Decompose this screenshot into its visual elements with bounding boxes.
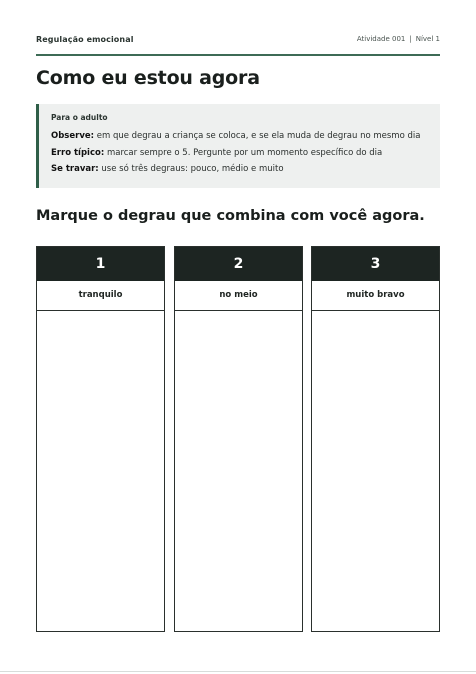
step-number-2: 2: [175, 247, 302, 281]
step-label-3: muito bravo: [312, 281, 439, 311]
note-typical-error-text: marcar sempre o 5. Pergunte por um momento específico do dia: [104, 148, 383, 158]
level-label: Nível 1: [415, 35, 440, 43]
adult-note-heading: Para o adulto: [51, 113, 108, 122]
topic-label: Regulação emocional: [36, 35, 134, 44]
step-mark-area-1[interactable]: [37, 311, 164, 631]
note-observe-label: Observe:: [51, 131, 95, 141]
step-label-2: no meio: [175, 281, 302, 311]
meta-separator: |: [409, 35, 412, 43]
activity-meta: [357, 35, 440, 43]
note-if-stuck-label: Se travar:: [51, 164, 99, 174]
step-mark-area-2[interactable]: [175, 311, 302, 631]
note-observe: [51, 131, 420, 141]
step-column-1: [36, 246, 165, 632]
instruction-heading: Marque o degrau que combina com você agora.: [36, 208, 425, 224]
note-if-stuck: [51, 164, 284, 174]
note-if-stuck-text: use só três degraus: pouco, médio e muito: [98, 164, 284, 174]
step-number-1: 1: [37, 247, 164, 281]
note-observe-text: em que degrau a criança se coloca, e se ela muda de degrau no mesmo dia: [94, 131, 421, 141]
note-typical-error-label: Erro típico:: [51, 148, 105, 158]
header-divider: [36, 54, 440, 56]
page-header: [36, 35, 440, 47]
footer-divider: [0, 671, 476, 672]
step-number-3: 3: [312, 247, 439, 281]
page-title: Como eu estou agora: [36, 67, 260, 89]
step-column-2: [174, 246, 303, 632]
note-typical-error: [51, 148, 382, 158]
activity-number: Atividade 001: [356, 35, 406, 43]
step-label-1: tranquilo: [37, 281, 164, 311]
step-mark-area-3[interactable]: [312, 311, 439, 631]
step-column-3: [311, 246, 440, 632]
adult-note-box: [36, 104, 440, 188]
